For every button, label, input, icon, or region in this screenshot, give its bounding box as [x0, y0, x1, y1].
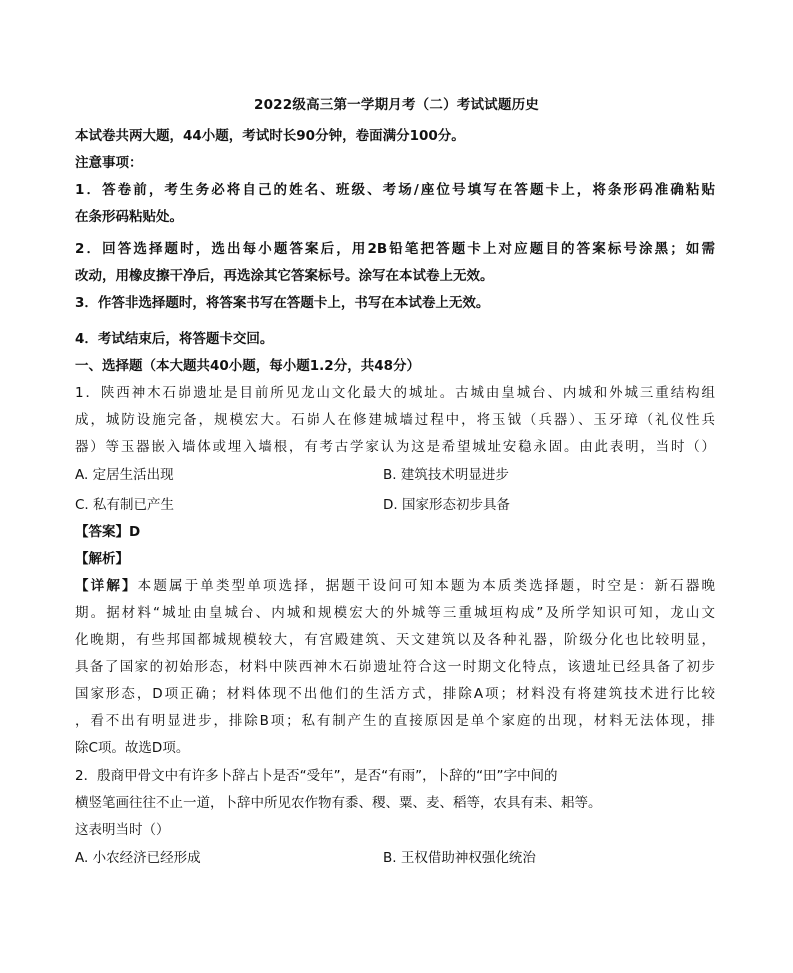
q1-stem-line-1: 1．陕西神木石峁遗址是目前所见龙山文化最大的城址。古城由皇城台、内城和外城三重结构组	[75, 385, 715, 401]
q1-answer	[75, 520, 140, 540]
q2-option-a: A. 小农经济已经形成	[75, 850, 201, 866]
analysis-tag: 【解析】	[75, 551, 129, 567]
q1-option-b: B. 建筑技术明显进步	[383, 467, 509, 483]
detail-tag: 【详解】	[75, 578, 138, 594]
q2-option-b: B. 王权借助神权强化统治	[383, 850, 536, 866]
notice-2-line-1: 2．回答选择题时，选出每小题答案后，用2B铅笔把答题卡上对应题目的答案标号涂黑；如需	[75, 241, 715, 257]
notice-4: 4．考试结束后，将答题卡交回。	[75, 331, 274, 347]
q1-option-d: D. 国家形态初步具备	[383, 497, 510, 513]
q1-detail-line-4: 具备了国家的初始形态，材料中陕西神木石峁遗址符合这一时期文化特点，该遗址已经具备了初步	[75, 659, 715, 675]
notice-1-line-1: 1．答卷前，考生务必将自己的姓名、班级、考场/座位号填写在答题卡上，将条形码准确粘贴	[75, 182, 715, 198]
q1-stem-line-3: 器）等玉器嵌入墙体或埋入墙根，有考古学家认为这是希望城址安稳永固。由此表明，当时（）	[75, 439, 715, 455]
q1-detail-line-7: 除C项。故选D项。	[75, 740, 190, 756]
notice-2-line-2: 改动，用橡皮擦干净后，再选涂其它答案标号。涂写在本试卷上无效。	[75, 268, 494, 284]
q2-stem-line-2: 横竖笔画往往不止一道，卜辞中所见农作物有黍、稷、粟、麦、稻等，农具有耒、耜等。	[75, 795, 602, 811]
section-heading: 一、选择题（本大题共40小题，每小题1.2分，共48分）	[75, 358, 420, 374]
detail-text: 本题属于单类型单项选择，据题干设问可知本题为本质类选择题，时空是：新石器晚	[137, 578, 716, 594]
page-title: 2022级高三第一学期月考（二）考试试题历史	[254, 97, 539, 113]
answer-value: D	[129, 524, 141, 540]
exam-intro: 本试卷共两大题，44小题，考试时长90分钟，卷面满分100分。	[75, 128, 465, 144]
q1-detail-line-3: 化晚期，有些邦国都城规模较大，有宫殿建筑、天文建筑以及各种礼器，阶级分化也比较明显，	[75, 632, 715, 648]
q2-stem-line-3: 这表明当时（）	[75, 822, 170, 838]
q1-analysis-tag	[75, 547, 129, 567]
q1-detail-line-6: ，看不出有明显进步，排除B项；私有制产生的直接原因是单个家庭的出现，材料无法体现，排	[75, 713, 715, 729]
q2-stem-line-1: 2．殷商甲骨文中有许多卜辞占卜是否“受年”，是否“有雨”，卜辞的“田”字中间的	[75, 768, 558, 784]
q1-detail-line-2: 期。据材料“城址由皇城台、内城和规模宏大的外城等三重城垣构成”及所学知识可知，龙山文	[75, 605, 715, 621]
q1-detail-line-5: 国家形态，D项正确；材料体现不出他们的生活方式，排除A项；材料没有将建筑技术进行比较	[75, 686, 715, 702]
answer-tag: 【答案】	[75, 524, 129, 540]
notice-3: 3．作答非选择题时，将答案书写在答题卡上，书写在本试卷上无效。	[75, 295, 490, 311]
q1-detail-line-1	[75, 574, 715, 594]
notice-1-line-2: 在条形码粘贴处。	[75, 209, 183, 225]
notice-heading: 注意事项：	[75, 155, 143, 171]
q1-stem-line-2: 成，城防设施完备，规模宏大。石峁人在修建城墙过程中，将玉钺（兵器）、玉牙璋（礼仪性兵	[75, 412, 715, 428]
q1-option-a: A. 定居生活出现	[75, 467, 174, 483]
q1-option-c: C. 私有制已产生	[75, 497, 175, 513]
